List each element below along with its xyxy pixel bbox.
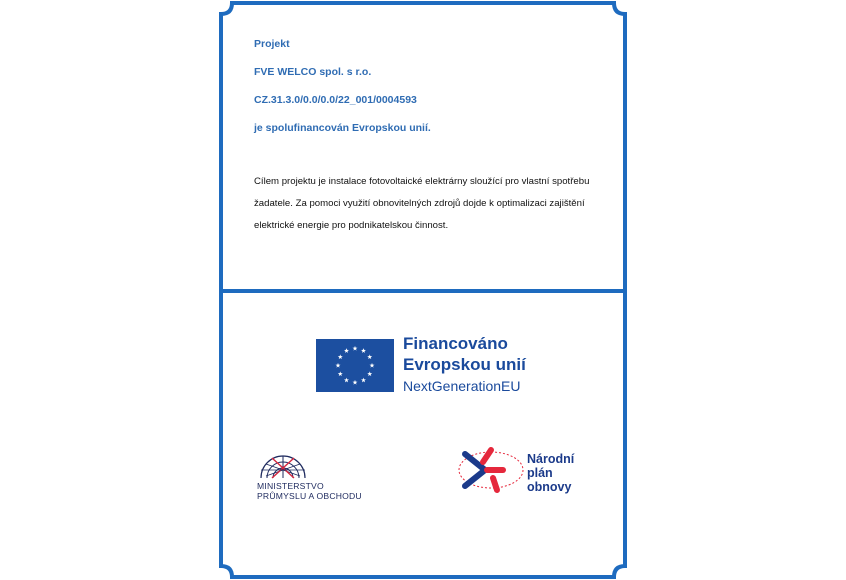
funding-note: je spolufinancován Evropskou unií.	[254, 122, 431, 134]
npo-line1: Národní	[527, 452, 575, 466]
ministry-name-line1: MINISTERSTVO	[257, 481, 324, 491]
eu-flag-icon	[316, 339, 394, 392]
description-line: elektrické energie pro podnikatelskou činnost.	[254, 220, 449, 231]
company-name: FVE WELCO spol. s r.o.	[254, 66, 372, 78]
next-generation-eu-text: NextGenerationEU	[403, 378, 521, 394]
npo-line3: obnovy	[527, 480, 572, 494]
description-line: Cílem projektu je instalace fotovoltaické elektrárny sloužící pro vlastní spotřebu	[254, 176, 590, 187]
eu-union-text: Evropskou unií	[403, 355, 526, 374]
project-description	[254, 171, 614, 237]
ministry-name-line2: PRŮMYSLU A OBCHODU	[257, 491, 362, 501]
ministry-globe-icon	[258, 450, 308, 480]
registration-number: CZ.31.3.0/0.0/0.0/22_001/0004593	[254, 94, 417, 106]
npo-star-icon	[455, 444, 527, 496]
project-label: Projekt	[254, 38, 290, 50]
description-line: žadatele. Za pomoci využití obnovitelných zdrojů dojde k optimalizaci zajištění	[254, 198, 585, 209]
npo-line2: plán	[527, 466, 553, 480]
eu-funded-text: Financováno	[403, 334, 508, 353]
